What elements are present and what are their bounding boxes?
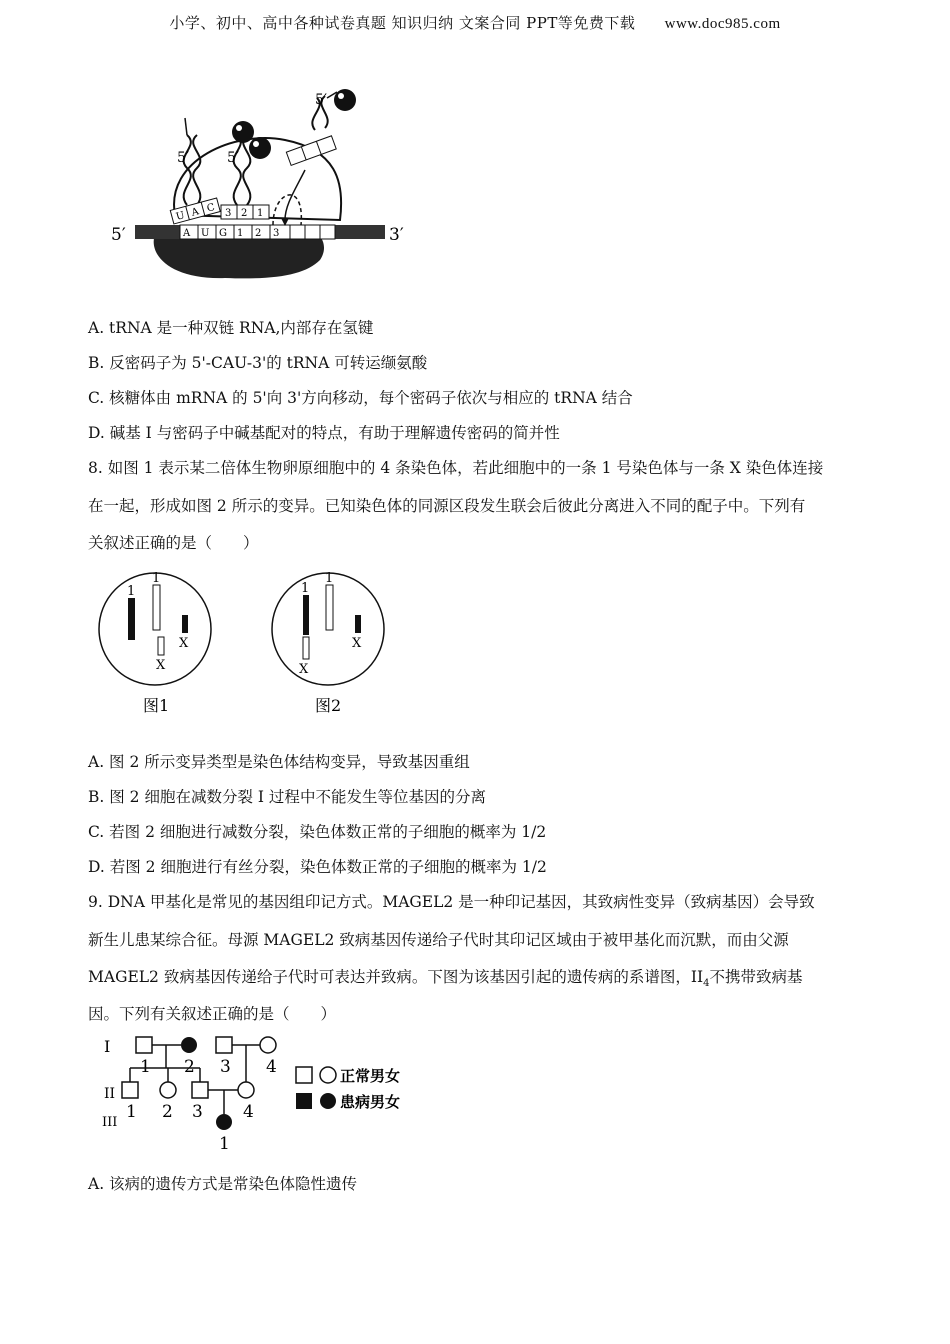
q7-option-b: B. 反密码子为 5'-CAU-3'的 tRNA 可转运缬氨酸	[88, 354, 428, 372]
q8-stem-3: 关叙述正确的是（ ）	[88, 534, 259, 552]
header-text: 小学、初中、高中各种试卷真题 知识归纳 文案合同 PPT等免费下载	[169, 14, 636, 32]
anticodon-1b: A	[190, 206, 201, 219]
anticodon-1c: C	[205, 202, 217, 215]
gen-II-label: II	[104, 1086, 116, 1102]
q7-option-d: D. 碱基 I 与密码子中碱基配对的特点，有助于理解遗传密码的简并性	[88, 424, 560, 442]
codon-1: A	[183, 228, 191, 239]
q9-stem-3	[88, 965, 878, 989]
header-site: www.doc985.com	[664, 16, 781, 32]
page-header	[0, 12, 950, 33]
fig1-chrx-a-label: X	[156, 658, 166, 673]
fig1-chr1b-label: 1	[152, 571, 161, 586]
I-3-label: 3	[220, 1057, 231, 1077]
anticodon-1a: U	[174, 210, 186, 223]
fig1-chrx-b-label: X	[179, 636, 189, 651]
q7-option-c: C. 核糖体由 mRNA 的 5'向 3'方向移动，每个密码子依次与相应的 tRNA 结合	[88, 389, 633, 407]
fig1-label: 图1	[143, 696, 170, 715]
I-4-label: 4	[266, 1057, 277, 1077]
q8-option-d: D. 若图 2 细胞进行有丝分裂，染色体数正常的子细胞的概率为 1/2	[88, 858, 547, 876]
fig2-chr1b-label: 1	[325, 571, 334, 586]
trna3-5-prime: 5′	[315, 92, 328, 108]
q7-option-a: A. tRNA 是一种双链 RNA,内部存在氢键	[88, 319, 374, 337]
I-1-label: 1	[140, 1057, 151, 1077]
translation-figure	[105, 80, 415, 290]
q8-stem-2: 在一起，形成如图 2 所示的变异。已知染色体的同源区段发生联会后彼此分离进入不同的配子中。下列有	[88, 497, 806, 515]
fig2-chr1a-label: 1	[301, 581, 310, 596]
II-2-label: 2	[162, 1102, 173, 1122]
legend-normal: 正常男女	[340, 1067, 401, 1085]
q9-stem-3-sub: 4	[703, 978, 710, 990]
legend-affected: 患病男女	[340, 1093, 401, 1111]
fig2-label: 图2	[315, 696, 342, 715]
q9-stem-3b: 不携带致病基	[709, 968, 803, 986]
trna2-5-prime: 5′	[227, 150, 240, 166]
chromosome-figures	[95, 565, 415, 725]
q9-stem-4: 因。下列有关叙述正确的是（ ）	[88, 1005, 337, 1023]
fig1-chr1a-label: 1	[127, 584, 136, 599]
codon-6: 3	[273, 228, 280, 239]
mrna-5-prime: 5′	[111, 225, 126, 245]
trna1-5-prime: 5′	[177, 150, 190, 166]
codon-5: 2	[255, 228, 262, 239]
III-1-label: 1	[219, 1134, 230, 1154]
anticodon-2c: 1	[257, 208, 264, 219]
q9-stem-1: 9. DNA 甲基化是常见的基因组印记方式。MAGEL2 是一种印记基因，其致病性变异（致病基因）会导致	[88, 893, 815, 911]
gen-I-label: I	[104, 1037, 111, 1056]
q9-stem-3a: MAGEL2 致病基因传递给子代时可表达并致病。下图为该基因引起的遗传病的系谱图，II	[88, 968, 704, 986]
q9-option-a: A. 该病的遗传方式是常染色体隐性遗传	[88, 1175, 358, 1193]
q8-option-c: C. 若图 2 细胞进行减数分裂，染色体数正常的子细胞的概率为 1/2	[88, 823, 547, 841]
I-2-label: 2	[184, 1057, 195, 1077]
fig2-chrx-b-label: X	[352, 636, 362, 651]
mrna-3-prime: 3′	[389, 225, 404, 245]
q8-stem-1: 8. 如图 1 表示某二倍体生物卵原细胞中的 4 条染色体，若此细胞中的一条 1 号染色体与一条 X 染色体连接	[88, 459, 824, 477]
II-4-label: 4	[243, 1102, 254, 1122]
anticodon-2b: 2	[241, 208, 248, 219]
codon-3: G	[219, 228, 227, 239]
q8-option-b: B. 图 2 细胞在减数分裂 I 过程中不能发生等位基因的分离	[88, 788, 486, 806]
II-3-label: 3	[192, 1102, 203, 1122]
II-1-label: 1	[126, 1102, 137, 1122]
gen-III-label: III	[102, 1115, 118, 1130]
fig2-chrx-a-label: X	[299, 662, 309, 677]
codon-4: 1	[237, 228, 244, 239]
anticodon-2a: 3	[225, 208, 232, 219]
codon-2: U	[201, 228, 210, 239]
q8-option-a: A. 图 2 所示变异类型是染色体结构变异，导致基因重组	[88, 753, 470, 771]
q9-stem-2: 新生儿患某综合征。母源 MAGEL2 致病基因传递给子代时其印记区域由于被甲基化而沉默，而由父源	[88, 931, 789, 949]
pedigree-chart	[100, 1030, 430, 1155]
